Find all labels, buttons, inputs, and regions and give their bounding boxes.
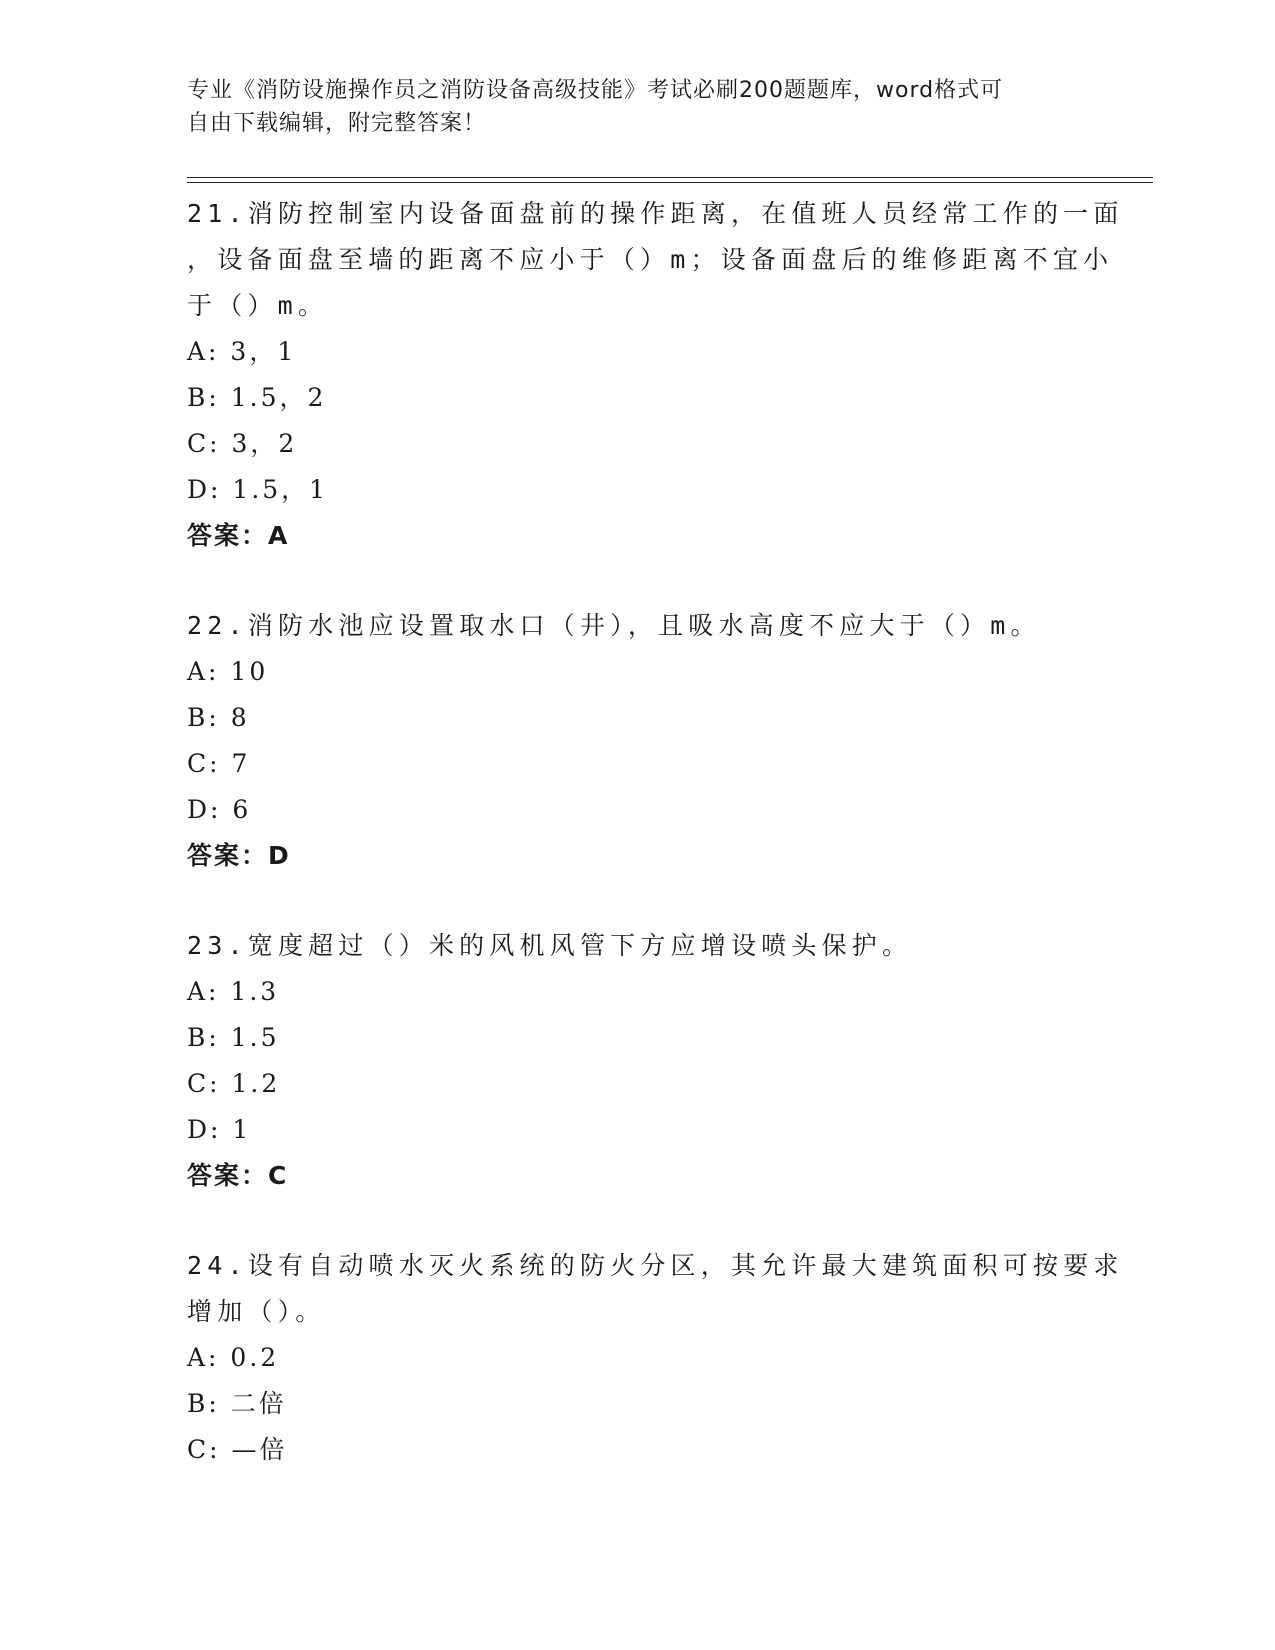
option-b: B: 8 [187, 703, 250, 732]
option-c: C: —倍 [187, 1435, 288, 1464]
answer-label: 答案：C [187, 1161, 289, 1190]
answer-label: 答案：A [187, 521, 290, 550]
question-text-line: ，设备面盘至墙的距离不应小于（）m；设备面盘后的维修距离不宜小 [187, 245, 1114, 274]
header-line-1: 专业《消防设施操作员之消防设备高级技能》考试必刷200题题库，word格式可 [187, 78, 1004, 103]
option-d: D: 1 [187, 1115, 252, 1144]
answer-label: 答案：D [187, 841, 291, 870]
option-d: D: 6 [187, 795, 252, 824]
header-divider-bottom [187, 182, 1153, 183]
question-23 [187, 923, 1087, 1199]
question-text-line: 22.消防水池应设置取水口（井），且吸水高度不应大于（）m。 [187, 611, 1041, 640]
option-a: A: 1.3 [187, 977, 280, 1006]
question-spacer [187, 559, 1087, 603]
option-a: A: 10 [187, 657, 269, 686]
option-c: C: 7 [187, 749, 251, 778]
option-a: A: 0.2 [187, 1343, 280, 1372]
option-b: B: 1.5 [187, 1023, 280, 1052]
question-text-line: 23.宽度超过（）米的风机风管下方应增设喷头保护。 [187, 931, 913, 960]
question-21 [187, 191, 1124, 559]
question-spacer [187, 1199, 1087, 1243]
header-line-2: 自由下载编辑，附完整答案！ [187, 111, 487, 136]
option-c: C: 3，2 [187, 429, 298, 458]
option-a: A: 3，1 [187, 337, 297, 366]
option-d: D: 1.5，1 [187, 475, 329, 504]
question-text-line: 于（）m。 [187, 291, 329, 320]
question-list [187, 191, 1124, 1473]
question-24 [187, 1243, 1124, 1473]
option-b: B: 1.5，2 [187, 383, 327, 412]
option-c: C: 1.2 [187, 1069, 281, 1098]
question-text-line: 24.设有自动喷水灭火系统的防火分区，其允许最大建筑面积可按要求 [187, 1251, 1124, 1280]
header-divider-top [187, 177, 1153, 178]
question-text-line: 增加（）。 [187, 1297, 326, 1326]
option-b: B: 二倍 [187, 1389, 287, 1418]
question-text-line: 21.消防控制室内设备面盘前的操作距离，在值班人员经常工作的一面 [187, 199, 1124, 228]
document-header [187, 74, 1067, 140]
question-spacer [187, 879, 1087, 923]
question-22 [187, 603, 1087, 879]
